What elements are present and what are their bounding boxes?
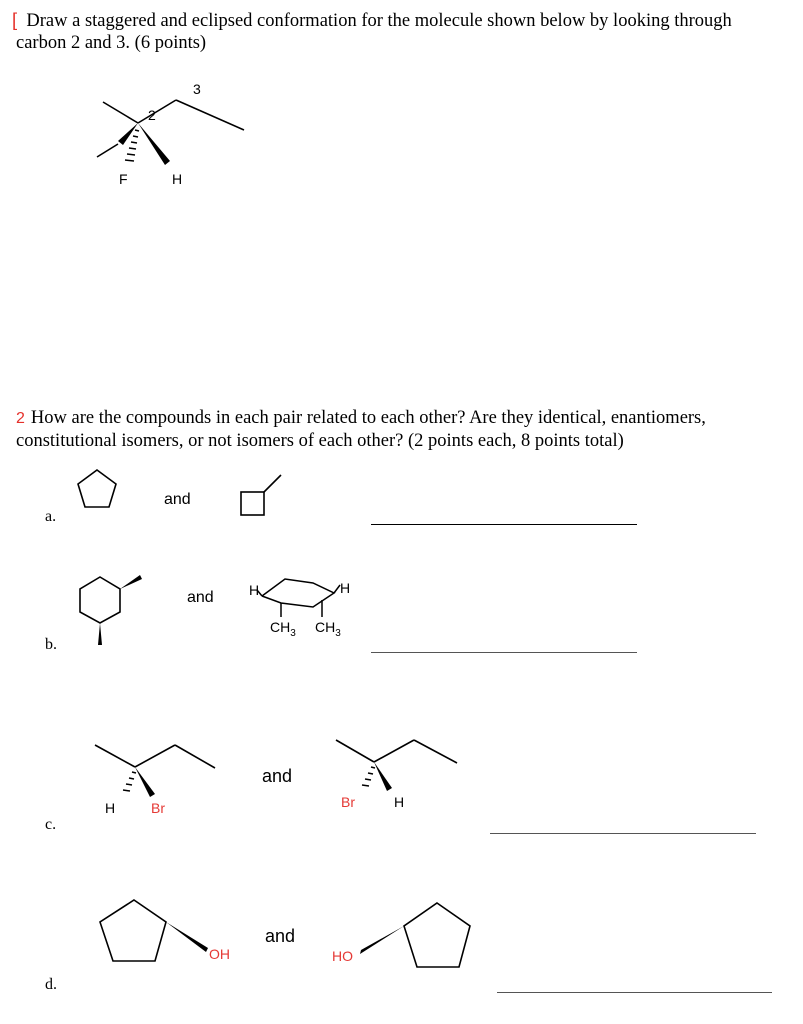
atom-label-f: F (119, 171, 128, 187)
pair-c-br-left: Br (151, 800, 165, 816)
pair-a-and: and (164, 491, 191, 508)
atom-label-h: H (172, 171, 183, 187)
pair-c-label: c. (45, 816, 57, 833)
question-2-line-2: constitutional isomers, or not isomers of each other? (2 points each, 8 points total) (16, 431, 624, 451)
pair-d-oh: OH (209, 946, 230, 962)
chair-ch3-left: $CH_3$ (270, 619, 296, 639)
atom-label-c3: 3 (193, 81, 201, 97)
pair-c-h-left: H (105, 800, 116, 816)
pair-c-h-right: H (394, 794, 405, 810)
wedge-oh (166, 922, 208, 952)
chair-ch3-right: $CH_3$ (315, 619, 341, 639)
question-1-line-2: carbon 2 and 3. (6 points) (16, 33, 207, 53)
question-1-mark: [ (12, 9, 18, 30)
cyclopentanol-right (404, 903, 470, 967)
wedge-ho (360, 926, 404, 954)
atom-label-c2: 2 (148, 107, 156, 123)
pair-c-and: and (262, 766, 293, 786)
pair-d-label: d. (45, 976, 57, 993)
pair-a-label: a. (45, 508, 57, 525)
answer-line-d[interactable] (497, 992, 772, 993)
pair-d-and: and (265, 926, 296, 946)
pair-d-ho: HO (332, 948, 353, 964)
question-1-line-1: Draw a staggered and eclipsed conformation for the molecule shown below by looking through (26, 11, 732, 31)
pair-b-and: and (187, 589, 214, 606)
question-2-line-1: How are the compounds in each pair related to each other? Are they identical, enantiomers, (30, 408, 706, 428)
pair-c-br-right: Br (341, 794, 355, 810)
question-2-mark: 2 (16, 410, 25, 427)
pair-b-label: b. (45, 636, 57, 653)
chair-h-left: H (249, 582, 260, 598)
chair-h-right: H (340, 580, 351, 596)
cyclopentanol-left (100, 900, 166, 961)
